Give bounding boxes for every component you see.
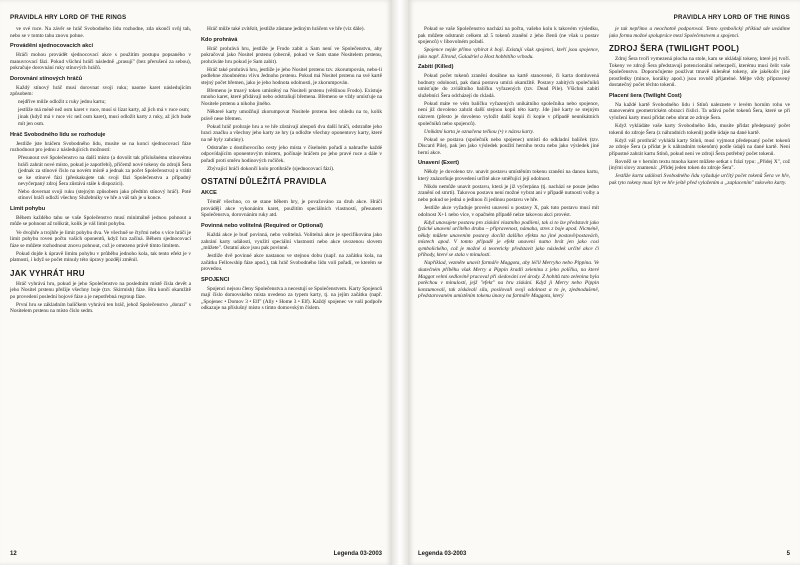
left-page-column-1 [10, 26, 191, 538]
paragraph: Pokud hráč prohraje hru a ve hře zůstávají alespoň dva další hráči, odstraňte jeho hraci značku a všechny jeho karty ze hry (a odložte všechny oponentovy karty, které na ně byly zahrány). [201, 123, 382, 143]
left-page [0, 0, 392, 565]
paragraph: Pokud máte ve vém balíčku vyřazených unikátního společníka nebo spojence, není již dovoleno zahrát další stejnou kopii této karty. Jde jiné karty se stejným názvem (přesto je dovoleno vyložit další kopii či kopie v případě neunikátních společníků nebo spojenců). [418, 100, 599, 127]
paragraph: Někdy je dovoleno tzv. unavit postavu umístěním tokenu zranění na danou kartu, který znázorňuje provedení určité akce směřující její odolnost. [418, 169, 599, 182]
subsection-heading: Placení šera (Twilight Cost) [609, 92, 682, 99]
subsection-heading: Dorovnání stínových hráčů [10, 75, 83, 82]
paragraph: Hráč vyhrává hru, pokud je jeho Společenstvo na posledním místě čísla devět a jeho Nositel prstenu přežije všechny boje (tzv. Skirmish) fáze. Hra končí okamžitě po provedení poslední bojové fáze a je nepotřebná regroup fáze. [10, 280, 191, 300]
paragraph: Jestliže jste hráčem Svobodného lidu, musíte se na konci sjednocovací fáze rozhodnout pro jednu z následujících možností: [10, 140, 191, 154]
list-item: • Přesunout své Společenstvo na další místo (a dovolit tak příslušnému stínovému hráči zahrát nové místo, pokud je zapotřebí), přičemž nové tokeny do zdrojů Šera (jednak za stínové číslo na novém místě a jednak za počet Společenstva) a vrátit se ke stínové fázi (přeskakujete tak svoji fázi Společenstva a případný nevyčerpaný zdroj Šera zůstává stále k dispozici). [18, 155, 191, 188]
paragraph: Pokud se vaše Společenstvo nachází na počtu, vašeho kolu k takovém výsledku, pak můžete odstranit celkem až 5 tokenů zranění z jeho členů (ne však u postav spojenců) v libovolném pořadí. [418, 26, 599, 46]
paragraph: Spojenci nejsou členy Společenstva a necestují se Společenstvem. Karty Spojenců mají číslo domovského místa uvedeno za typem karty, tj. na jejím začátku (např. „Spojenec • Domov 3 • Elf" (Ally • Home 3 • Elf). Každý spojenec ve vaší podpoře odkazuje na příslušný místo s tímto domovským číslem. [201, 285, 382, 312]
paragraph: Hráč prohrává hru, jestliže je Frodo zabit a Sam není ve Společenstvu, aby pokračoval jako Nositel prstenu (obecně, pokud ve Sam stane Nositelem prstenu, prohráváte hru pokud je Sam zabit). [201, 45, 382, 65]
italic-note: Spojence nejde přímo vybírat k boji. Existují však spojenci, kteří jsou spojence, jako např. Elrond, Galadriel a Host hobbitího vchodu. [418, 47, 599, 60]
bullet-list [10, 99, 191, 127]
column-container [10, 26, 382, 538]
paragraph: ve své ruce. Na závěr se hráč Svobodného lidu rozhodne, zda ukončí svůj tah, nebo se v tomto tahu znovu pohne. [10, 26, 191, 39]
paragraph: Některé karty umožňují zkorumpovat Nositele prstenu bez ohledu na to, kolik právě nese břemen. [201, 108, 382, 122]
spine-gutter [392, 0, 408, 565]
italic-note: je tak nepřímo a neochotně podporoval. Tento symbolický příklad sde uvádíme jako formu možné spolupráce mezi Společenstvem a spojenci. [609, 26, 790, 39]
paragraph: Hráč také prohrává hru, jestliže je jeho Nositel prstenu tzv. zkorumpován, nebo-li podlehne zhoubnému vlivu Jednoho prstenu. Pokud má Nositel prstenu na své kartě stejný počet břemen, jako je jeho hodnota odolnosti, je zkorumpován. [201, 66, 382, 86]
list-item: • nejdříve může odložit z ruky jednu kartu; [18, 99, 191, 106]
italic-note: Unikátní karta je označena tečkou (•) v názvu karty. [424, 128, 534, 135]
subsection-heading: Povinná nebo volitelná (Required or Optional) [201, 223, 323, 230]
subsection-heading: Limit pohybu [10, 205, 46, 212]
subsection-heading: Zabití (Killed) [418, 64, 454, 71]
paragraph: Každý stínový hráč musí dorovnat svoji ruku; naome karet následujícím způsobem: [10, 84, 191, 98]
paragraph: Zbývající hráči dokončí kolo protihráče (sjednocovací fázi). [207, 165, 335, 172]
subsection-heading: SPOJENCI [201, 276, 230, 283]
paragraph: Hráči mohou provádět sjednocovací akce s použitím postupu popsaného v manuvrovací fázi. Pokud všichni hráči následně „prasují" (bez přerušení za sebou), pokračuje dorovnání ruky stínových hráčů. [10, 52, 191, 72]
paragraph: Zdroj Šera tvoří vymezená plocha na stole, kam se ukládají tokeny, které jej tvoří. Tokeny ve zdroji Šera představují potencionální nebezpečí, kterému musí čelit vaše Společenstvo. Doporučujeme používat tmavě skleněné tokeny, ale jakékoliv jiné prostředky (mince, korálky apod.) jsou rovněž přijatelné. Mějte vždy připravený dostatečný počet těchto tokenů. [609, 56, 790, 89]
paragraph: Jestliže dvě povinné akce nastanou ve stejnou dobu (např. na začátku kola, na začátku Fellowship fáze apod.), tak hráč Svobodného lidu volí pořadí, ve kterém se provedou. [201, 253, 382, 273]
subsection-heading: Unavení (Exert) [418, 160, 460, 167]
italic-note: Jestliže karta události Svobodného lidu vyžaduje určitý počet tokenů Šera ve hře, pak tyto tokeny musí být ve hře ještě před vyložením a „zaplacením" takovéto karty. [609, 173, 790, 186]
paragraph: Téměř všechno, co se stane během hry, je považováno za druh akce. Hráči provádějí akce vykonáním karet, použitím speciálních vlastností, přesunem Společenstva, dorovnáním ruky atd. [201, 199, 382, 219]
column-container [418, 26, 790, 538]
subsection-heading: AKCE [201, 190, 217, 197]
page-number: 5 [786, 551, 790, 557]
paragraph: Každá akce je buď povinná, nebo volitelná. Volitelná akce je specifikována jako zahrání karty události, využití speciální vlastnosti nebo akce uvozenou slovem „můžete". Ostatní akce jsou pak povinné. [201, 232, 382, 252]
paragraph: Během každého tahu se vaše Společenstvo musí minimálně jednou pohnout a může se pohnout až tolikrát, kolik je váš limit pohybu. [10, 214, 191, 228]
left-page-column-2 [201, 26, 382, 538]
subsection-heading: Hráč Svobodného lidu se rozhoduje [10, 131, 106, 138]
right-page [408, 0, 800, 565]
running-head: PRAVIDLA HRY LORD OF THE RINGS [10, 14, 127, 21]
italic-note: Například, vezměte unavit farmáře Maggota, aby léčil Merryho nebo Pippina. Ve skutečném příběhu však Merry a Pippin kradli zeleninu z jeho políčka, na které Maggot velmi sedlovině pracoval při sledování své úrody. Z hobitů tato zelenina byla potěchou v minulosti, jejž "efekt" na hru získání. Když ji Merry nebo Pippin konzumovali, tak získávali sílu, posilovali svoji odolnost a to je, zjednodušeně, předstarovaném umístěním tokenu únavy na farmáře Maggota, který [418, 260, 599, 300]
paragraph: Na každé kartě Svobodného lidu i Stínů naleznete v levém horním rohu ve stanoveném geometrickém obrazci číslici. Ta udává počet tokenů Šera, které se při vyložení karty musí přidat nebo ubrat ze zdroje Šera. [609, 101, 790, 121]
issue-label: Legenda 03-2003 [418, 551, 467, 557]
paragraph: Odstraňte z dostihovocího cesty jeho místa v číselném pořadí a nahraďte každé odpovídajícím oponentovým místem, počínaje hráčem po jeho pravé ruce a dále v pořadí proti směru hodinových ručiček. [201, 144, 382, 164]
bullet-list [10, 155, 191, 202]
running-head: PRAVIDLA HRY LORD OF THE RINGS [673, 14, 790, 21]
list-item: • Nebo dovernat svoji ruku (stejným způsobem jako předtím stínový hráč). Poté stínoví hráči odloží všechny Služebníky ve hře a váš tah je u konce. [18, 189, 191, 202]
subsection-heading: Provádění sjednocovacích akcí [10, 43, 94, 50]
paragraph: Když vykládáte vaše karty Svobodného lidu, musíte přidat předepsaný počet tokenů do zdroje Šera (z náhradních tokenů) podle údaje na dané kartě. [609, 122, 790, 136]
right-page-column-1 [418, 26, 599, 538]
paragraph: Pokud se postava (společník nebo spojenec) umístí do odkladní balíček (tzv. Discard Pile), pak jen jako výsledek použití herního textu nebo jako výsledek jiné herní akce. [418, 136, 599, 156]
page-number: 12 [10, 551, 17, 557]
paragraph: Ve dvojhře a trojhře je limit pohybu dva. Ve všechně se čtyřmi nebo s více hráči je limit pohybu roven počtu vašich oponentů, když hra začíná. Během sjednocovací fáze se můžete rozhodnout znovu pohnout, což je omezeno právě tímto limitem. [10, 229, 191, 249]
italic-note: Když unavujete postavu pro získání vlastního podílení, tak si to lze představit jako fyzické unavení určitého druhu – připravenost, námaha, stres z boje apod. Nicméně, někdy můžete unavením postavy docílit dalšího efektu na jiné postavě/postavách, místech apod. V tomto případě je efekt unavení nutno brát jen jako cosi symbolického, což je možné si teoreticky představit jako následek určité akce či příhody, které se stala v minulosti. [418, 219, 599, 259]
paragraph: Rovněž se v herním textu mnoha karet můžete setkat s frází typu: „Přidej X", což jinými slovy znamená: „Přidej jeden token do zdroje Šera". [609, 158, 790, 172]
paragraph: Břemeno je tmavý token umístěný na Nositeli prstenu (většinou Frodo). Existuje mnoho karet, které přidávají nebo odstraňují břemena. Břemeno se vždy umísťuje na Nositele prstenu a nikoho jiného. [201, 87, 382, 107]
list-item: • jestliže má méně než osm karet v ruce, musí si lízat karty, až jich má v ruce osm; [18, 107, 191, 114]
paragraph: Hráč může také zvítězit, jestliže zůstane jediným hráčem ve hře (viz dále). [207, 26, 365, 32]
section-heading: JAK VYHRÁT HRU [10, 268, 85, 278]
paragraph: Pokud počet tokenů zranění dosáhne na kartě stanovené, či karta domluvená hodnoty odolnosti, pak daná postava umírá okamžitě. Postavy zabitých společníků umísťujte do zvláštního balíčku vyřazených (tzv. Dead Pile). Všichni zabití služebníci Šera odcházejí do ckladá. [418, 73, 599, 99]
subsection-heading: Kdo prohrává [201, 36, 238, 43]
right-page-column-2 [609, 26, 790, 538]
paragraph: Když váš protihráč vykládá karty Stínů, musí vyjmout předepsaný počet tokenů ze zdroje Šera (a přidat je k náhradním tokenům) podle údajů na dané kartě. Není přípustné zahrát kartu Stínů, pokud není ve zdroji Šera potřebný počet tokenů. [609, 137, 790, 157]
paragraph: Nikdo nemůže unavit postavu, která je již vyčerpána (tj. nachází se pouze jedno zranění od smrti). Takovou postavu není možné vybrat ani v případě nutnosti volby a nebo pokud se jedná o jedinou či jedinou postavu ve hře. [418, 183, 599, 203]
page-footer [10, 551, 382, 557]
paragraph: Pokud dojde k úpravě limitu pohybu v průběhu jednoho kola, tak tento efekt je v platnosti, i když se počet minuly této úpravy později změnil. [10, 250, 191, 264]
page-footer [418, 551, 790, 557]
section-heading: ZDROJ ŠERA (TWILIGHT POOL) [609, 44, 740, 54]
paragraph: První hru se základním balíčkem vyhrává ten hráč, jehož Společenstvo „dorazí" s Nositelem prstenu na místo číslo sedm. [10, 301, 191, 315]
paragraph: Jestliže akce vyžaduje provést unavení u postavy X, pak tuto postavu musí mít odolnost X+1 nebo více, v opačném případě nelze takovou akci provést. [418, 205, 599, 218]
section-heading: OSTATNÍ DŮLEŽITÁ PRAVIDLA [201, 177, 327, 187]
list-item: • jinak (když má v ruce víc než osm karet), musí odložit karty z ruky, až jich bude mít jen osm. [18, 114, 191, 127]
issue-label: Legenda 03-2003 [333, 551, 382, 557]
